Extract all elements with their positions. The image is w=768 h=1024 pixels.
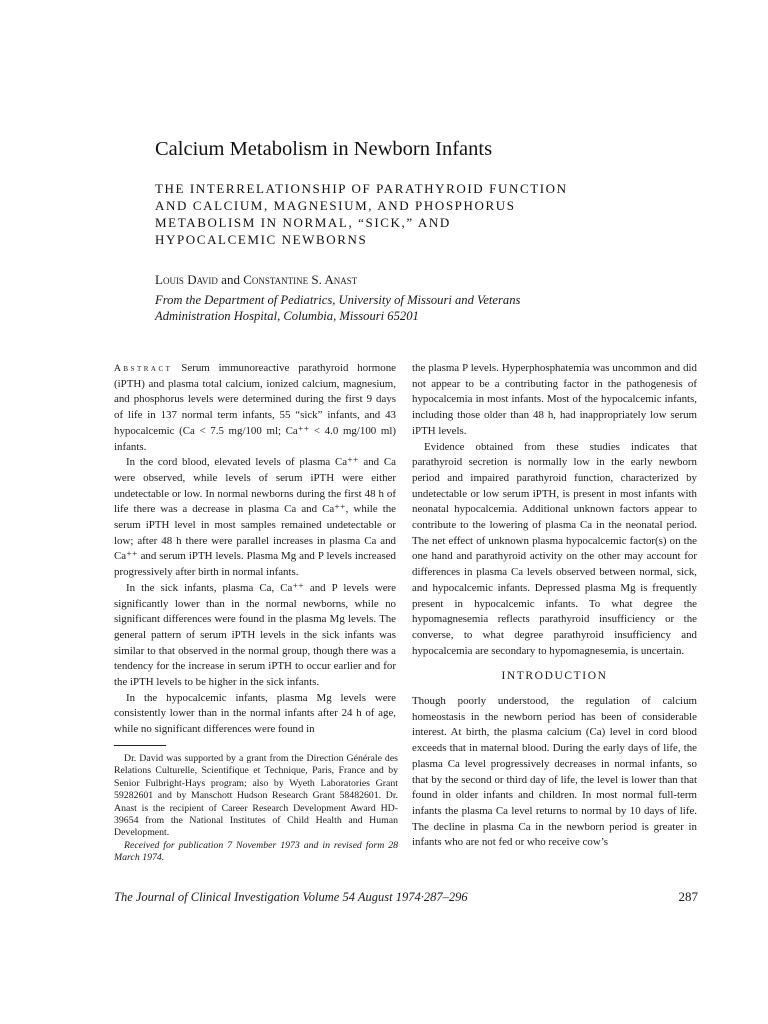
section-heading: INTRODUCTION [501,670,608,683]
body-paragraph: Though poorly understood, the regulation of calcium homeostasis in the newborn period has been of considerable interest. At birth, the plasma calcium (Ca) level in cord blood exceeds that in maternal blood. During the early days of life, the plasma Ca level progressively decreases in normal infants, so that by the second or third day of life, the level is lower than that found in older infants and children. In most normal full-term infants the plasma Ca level returns to normal by 10 days of life. The decline in plasma Ca in the newborn period is greater in infants who are not fed or who receive cow’s [412,695,697,849]
author-line [155,271,357,288]
footnote-received: Received for publication 7 November 1973 and in revised form 28 March 1974. [114,839,398,864]
body-paragraph: the plasma P levels. Hyperphosphatemia was uncommon and did not appear to be a contributing factor in the pathogenesis of hypocalcemia in most infants. Most of the hypocalcemic infants, including those older than 48 h, had inappropriately low serum iPTH levels. [412,362,697,437]
article-subtitle [155,180,625,248]
abstract-paragraph [114,361,396,455]
left-column [114,361,396,738]
right-column [412,361,697,851]
author-second: Constantine S. Anast [243,272,358,287]
body-paragraph: Evidence obtained from these studies indicates that parathyroid secretion is normally low in the early newborn period and impaired parathyroid function, characterized by undetectable or low serum iPTH, is present in most infants with neonatal hypocalcemia. Additional unknown factors appear to contribute to the lowering of plasma Ca in the neonatal period. The net effect of unknown plasma hypocalcemic factor(s) on the one hand and parathyroid activity on the other may account for differences in plasma Ca levels observed between normal, sick, and hypocalcemic infants. Depressed plasma Mg is frequently present in hypocalcemic infants. To what degree the hypomagnesemia reflects parathyroid insufficiency or the converse, to what degree parathyroid insufficiency and hypocalcemia are secondary to hypomagnesemia, is uncertain. [412,440,697,657]
footnote [114,753,398,865]
page-number: 287 [678,889,698,904]
subtitle-line: HYPOCALCEMIC NEWBORNS [155,232,368,247]
affiliation-line: Administration Hospital, Columbia, Missouri 65201 [155,309,419,323]
abstract-label: Abstract [114,363,173,374]
abstract-paragraph: In the sick infants, plasma Ca, Ca⁺⁺ and P levels were significantly lower than in the normal newborns, while no significant differences were found in the plasma Mg levels. The general pattern of serum iPTH levels in the sick infants was similar to that observed in the normal group, though there was a tendency for the increase in serum iPTH to occur earlier and for the iPTH levels to be higher in the sick infants. [114,581,396,689]
journal-citation: The Journal of Clinical Investigation Volume 54 August 1974·287–296 [114,890,468,904]
subtitle-line: THE INTERRELATIONSHIP OF PARATHYROID FUNCTION [155,181,568,196]
article-title: Calcium Metabolism in Newborn Infants [155,138,493,160]
footnote-divider [114,745,166,746]
subtitle-line: AND CALCIUM, MAGNESIUM, AND PHOSPHORUS [155,198,516,213]
author-connector: and [221,272,240,287]
author-first: Louis David [155,272,218,287]
affiliation-line: From the Department of Pediatrics, University of Missouri and Veterans [155,293,521,307]
abstract-paragraph: In the hypocalcemic infants, plasma Mg levels were consistently lower than in the normal infants after 24 h of age, while no significant differences were found in [114,691,396,736]
abstract-text: Serum immunoreactive parathyroid hormone (iPTH) and plasma total calcium, ionized calcium, magnesium, and phosphorus levels were determined during the first 9 days of life in 137 normal term infants, 55 “sick” infants, and 43 hypocalcemic (Ca < 7.5 mg/100 ml; Ca⁺⁺ < 4.0 mg/100 ml) infants. [114,362,396,453]
subtitle-line: METABOLISM IN NORMAL, “SICK,” AND [155,215,451,230]
abstract-paragraph: In the cord blood, elevated levels of plasma Ca⁺⁺ and Ca were observed, while levels of serum iPTH were either undetectable or low. In normal newborns during the first 48 h of life there was a decrease in plasma Ca and Ca⁺⁺, while the serum iPTH level in most samples remained undetectable or low; after 48 h there were parallel increases in plasma Ca and Ca⁺⁺ and serum iPTH levels. Plasma Mg and P levels increased progressively after birth in normal infants. [114,456,396,579]
affiliation [155,292,635,324]
footnote-support: Dr. David was supported by a grant from the Direction Générale des Relations Culturelle, Scientifique et Technique, Paris, France and by Senior Fulbright-Hays program; also by Wyeth Laboratories Grant 59282601 and by Manschott Hudson Research Grant 58482601. Dr. Anast is the recipient of Career Research Development Award HD-39654 from the National Institutes of Child Health and Human Development. [114,753,398,839]
